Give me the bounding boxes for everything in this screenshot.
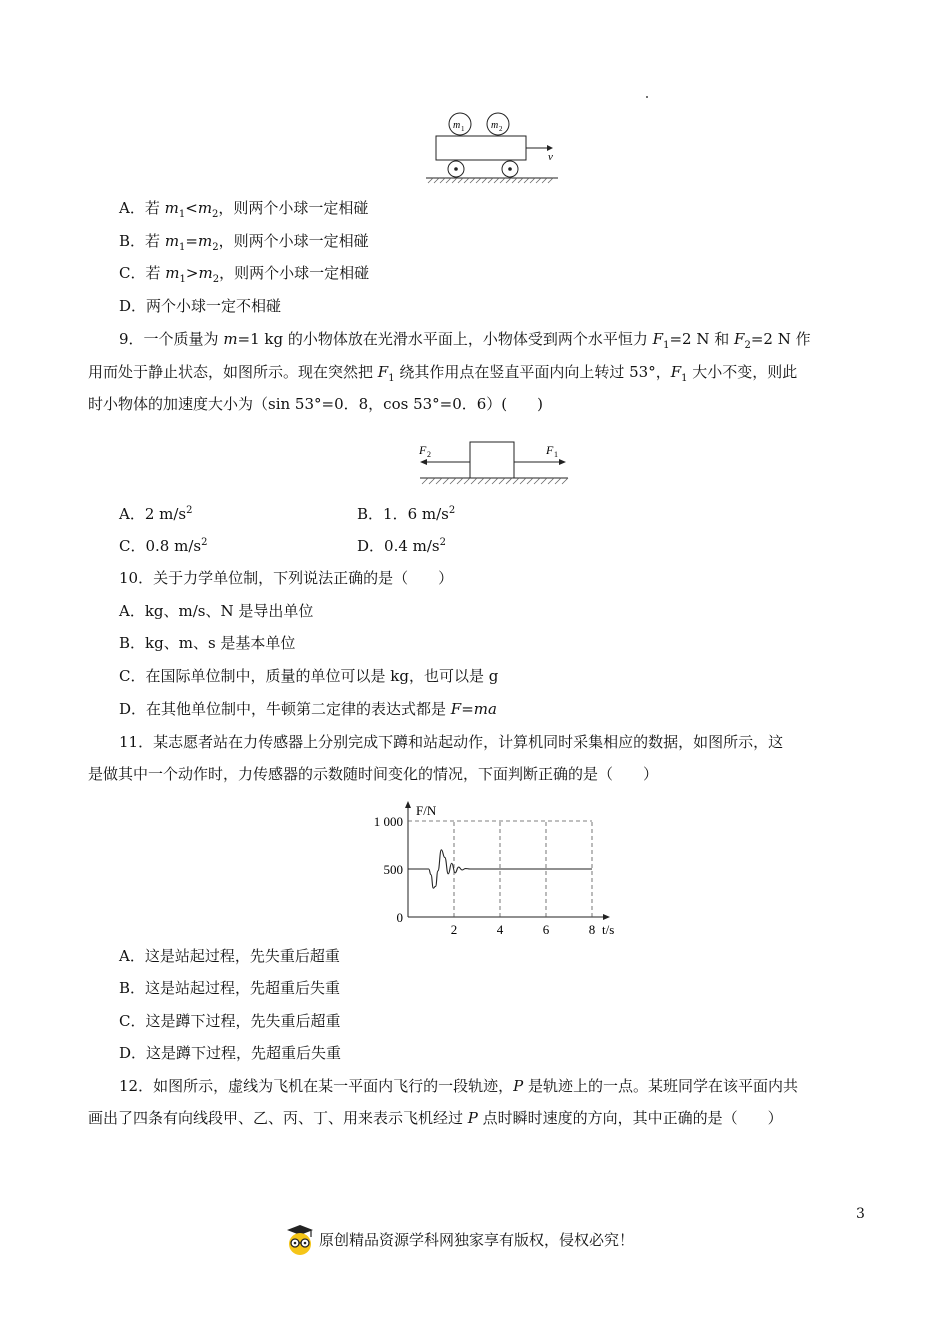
footer — [283, 1222, 634, 1256]
force-series-line — [408, 850, 592, 888]
q11-option-d[interactable]: D．这是蹲下过程，先超重后失重 — [119, 1044, 342, 1062]
q11-stem-line1: 11．某志愿者站在力传感器上分别完成下蹲和站起动作，计算机同时采集相应的数据，如图所示，这 — [119, 733, 784, 751]
svg-text:1: 1 — [554, 450, 558, 459]
x-tick-label-0: 2 — [450, 922, 458, 937]
q9-option-d[interactable]: D．0.4 $m/s^2$ — [357, 537, 447, 555]
mascot-logo-icon — [283, 1222, 317, 1256]
q9-stem-line3: 时小物体的加速度大小为（sin 53°=0．8，cos 53°=0．6）( ) — [88, 395, 544, 413]
q9-option-b[interactable]: B．1．6 $m/s^2$ — [357, 505, 456, 523]
svg-text:2: 2 — [427, 450, 431, 459]
q10-option-c[interactable]: C．在国际单位制中，质量的单位可以是 kg，也可以是 g — [119, 667, 499, 685]
q10-option-d[interactable]: D．在其他单位制中，牛顿第二定律的表达式都是 F=ma — [119, 700, 497, 718]
ball-m2-sub: 2 — [499, 125, 503, 133]
y-tick-label-1: 500 — [383, 862, 403, 877]
velocity-label: v — [548, 151, 553, 163]
page-number: 3 — [856, 1206, 865, 1222]
q11-stem-line2: 是做其中一个动作时，力传感器的示数随时间变化的情况，下面判断正确的是（ ） — [88, 765, 659, 783]
q8-option-d[interactable]: D．两个小球一定不相碰 — [119, 297, 282, 315]
x-axis-arrowhead — [603, 914, 610, 920]
q10-option-a[interactable]: A．kg、m/s、N 是导出单位 — [119, 602, 314, 620]
ball-m1-sub: 1 — [461, 125, 465, 133]
y-tick-label-2: 0 — [396, 910, 403, 925]
q9-option-c[interactable]: C．0.8 $m/s^2$ — [119, 537, 208, 555]
block — [470, 442, 514, 478]
floor-hatch — [422, 478, 568, 484]
ball-m2-label: m — [491, 120, 499, 131]
cart-body — [436, 136, 526, 160]
q9-stem-line1: 9．一个质量为 m=1 kg 的小物体放在光滑水平面上，小物体受到两个水平恒力 $F_1=2$ N 和 $F_2=2$ N 作 — [119, 330, 811, 351]
q11-option-c[interactable]: C．这是蹲下过程，先失重后超重 — [119, 1012, 341, 1030]
footer-copyright: 原创精品资源学科网独家享有版权，侵权必究！ — [319, 1230, 635, 1249]
q10-option-b[interactable]: B．kg、m、s 是基本单位 — [119, 634, 296, 652]
stray-dot — [646, 96, 648, 98]
q8-option-b[interactable]: B．若 $m_1=m_2$，则两个小球一定相碰 — [119, 232, 369, 253]
cart-figure — [420, 108, 570, 188]
q8-option-a[interactable]: A．若 $m_1<m_2$，则两个小球一定相碰 — [119, 199, 369, 220]
x-tick-label-2: 6 — [542, 922, 550, 937]
y-tick-label-0: 1 000 — [373, 814, 403, 829]
q10-stem: 10．关于力学单位制，下列说法正确的是（ ） — [119, 569, 454, 587]
x-tick-label-3: 8 — [588, 922, 596, 937]
f1-label: F — [546, 443, 554, 457]
q8-option-c[interactable]: C．若 $m_1>m_2$，则两个小球一定相碰 — [119, 264, 370, 285]
force-time-chart — [360, 792, 630, 940]
y-axis-arrowhead — [405, 801, 411, 808]
q9-option-a[interactable]: A．2 $m/s^2$ — [119, 505, 193, 523]
y-axis-label: F/N — [416, 803, 437, 818]
f2-label: F — [419, 443, 427, 457]
force-block-figure — [414, 440, 574, 492]
q11-option-b[interactable]: B．这是站起过程，先超重后失重 — [119, 979, 341, 997]
q9-stem-line2: 用而处于静止状态，如图所示。现在突然把 $F_1$ 绕其作用点在竖直平面内向上转过 53°，$F_1$ 大小不变，则此 — [88, 363, 798, 384]
ball-m1-label: m — [453, 120, 461, 131]
q11-option-a[interactable]: A．这是站起过程，先失重后超重 — [119, 947, 340, 965]
x-axis-label: t/s — [602, 922, 615, 937]
ground-hatch — [428, 178, 553, 183]
q12-stem-line2: 画出了四条有向线段甲、乙、丙、丁、用来表示飞机经过 P 点时瞬时速度的方向，其中正确的是（ ） — [88, 1109, 783, 1127]
q12-stem-line1: 12．如图所示，虚线为飞机在某一平面内飞行的一段轨迹，P 是轨迹上的一点。某班同学在该平面内共 — [119, 1077, 798, 1095]
x-tick-label-1: 4 — [496, 922, 504, 937]
